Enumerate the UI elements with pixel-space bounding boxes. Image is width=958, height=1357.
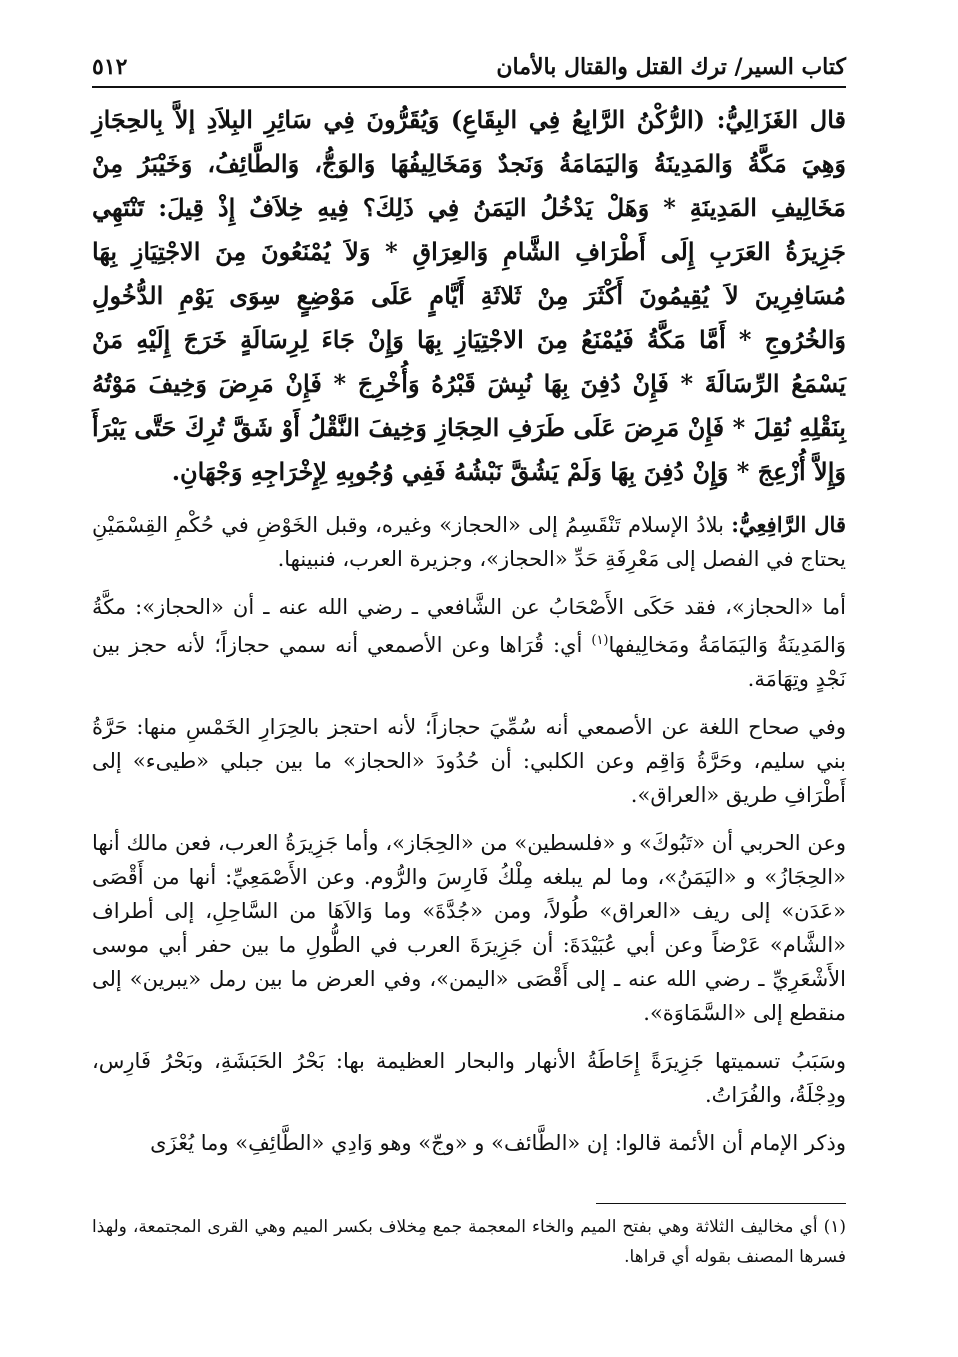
page-body [92, 98, 846, 1174]
commentary-paragraph-2 [92, 590, 846, 696]
paragraph-text-continued: أي: قُرَاها وعن الأصمعي أنه سمي حجازاً؛ لأنه حجز بين نَجْدٍ وتِهَامَة. [92, 633, 846, 691]
commentary-paragraph-6 [92, 1126, 846, 1160]
footnote-item [92, 1212, 846, 1272]
page-header [92, 40, 846, 88]
footnote-reference[interactable]: (١) [591, 633, 609, 648]
footnote-marker: (١) [823, 1217, 846, 1237]
commentary-paragraph-4 [92, 826, 846, 1030]
commentary-paragraph-1 [92, 508, 846, 576]
paragraph-lead: قال الرَّافِعِيُّ: [731, 512, 846, 537]
running-title: كتاب السير/ ترك القتل والقتال بالأمان [496, 54, 846, 80]
commentary-paragraph-3 [92, 710, 846, 812]
paragraph-text: وسَبَبُ تسميتها جَزِيرَةً إِحَاطَةُ الأنهار والبحار العظيمة بها: بَحْرُ الحَبَشَةِ، وبَحْرُ فَارِس، ودِجْلَةُ، والفُرَاتُ. [92, 1049, 846, 1107]
paragraph-text: أما «الحجاز»، فقد حَكَى الأَصْحَابُ عن الشَّافعي ـ رضي الله عنه ـ أن «الحجاز»: مكَّةُ وَالمَدِينَةُ وَاليَمَامَةُ ومَخالِيفها [92, 595, 846, 657]
footnote-text: أي مخاليف الثلاثة وهي بفتح الميم والخاء المعجمة جمع مِخلاف بكسر الميم وهي القرى المجتمعة، ولهذا فسرها المصنف بقوله أي قراها. [92, 1217, 846, 1267]
paragraph-text: وفي صحاح اللغة عن الأصمعي أنه سُمِّيَ حجازاً؛ لأنه احتجز بالحِرَارِ الخَمْسِ منها: حَرَّةُ بني سليم، وحَرَّةُ وَاقِم وعن الكلبي: أن حُدُودَ «الحجاز» ما بين جبلي «طيىء» إلى أَطْرَافِ طريق «العراق». [92, 715, 846, 807]
footnote-divider [596, 1203, 846, 1204]
matn-paragraph: قال الغَزَالِيُّ: (الرُّكْنُ الرَّابِعُ فِي البِقَاعِ) وَيُقَرُّونَ فِي سَائِرِ البِلاَدِ إلاَّ بِالحِجَازِ وَهِيَ مَكَّةُ وَالمَدِينَةُ وَاليَمَامَةُ وَنَجدٌ وَمَخَالِيفُهَا وَالوَجُّ، وَالطَّائِفُ، وَخَيْبَرُ مِنْ مَخَالِيفِ المَدِينَةِ * وَهَلْ يَدْخُلُ اليَمَنُ فِي ذَلِكَ؟ فِيهِ خِلاَفٌ إِذْ قِيلَ: تَنْتَهِي جَزِيرَةُ العَرَبِ إِلَى أَطْرَافِ الشَّامِ وَالعِرَاقِ * وَلاَ يُمْنَعُونَ مِنَ الاجْتِيَازِ بِهَا مُسَافِرِينَ لاَ يُقِيمُونَ أَكْثَرَ مِنْ ثَلاثَةِ أَيَّامٍ عَلَى مَوْضِعٍ سِوَى يَوْمِ الدُّخُولِ وَالخُرُوجِ * أَمَّا مَكَّةُ فَيُمْنَعُ مِنَ الاجْتِيَازِ بِهَا وَإِنْ جَاءَ لِرِسَالَةٍ خَرَجَ إِلَيْهِ مَنْ يَسْمَعُ الرِّسَالَةَ * فَإِنْ دُفِنَ بِهَا نُبِشَ قَبْرُهُ وَأُخْرِجَ * فَإِنْ مَرِضَ وَخِيفَ مَوْتُهُ بِنَقْلِهِ نُقِلَ * فَإِنْ مَرِضَ عَلَى طَرَفِ الحِجَازِ وَخِيفَ النَّقْلُ أَوْ شَقَّ تُرِكَ حَتَّى يَبْرَأَ وَإِلاَّ أُزْعِجَ * وَإِنْ دُفِنَ بِهَا وَلَمْ يَشُقَّ نَبْشُهُ فَفِي وُجُوبِهِ لِإِخْرَاجِهِ وَجْهَانِ. [92, 105, 846, 486]
commentary-paragraph-5 [92, 1044, 846, 1112]
footnotes [92, 1212, 846, 1272]
paragraph-text: وذكر الإمام أن الأئمة قالوا: إن «الطَّائف» و «وجّ» وهو وَادِي «الطَّائِفِ» وما يُعْزَى [150, 1131, 846, 1155]
page-number: ٥١٢ [92, 54, 128, 80]
paragraph-text: وعن الحربي أن «تَبُوكَ» و «فلسطين» من «الحِجَاز»، وأما جَزِيرَةُ العرب، فعن مالك أنها «الحِجَازُ» و «اليَمَنُ»، وما لم يبلغه مِلْكُ فَارِسَ والرُّوم. وعن الأَصْمَعِيِّ: أنها من أَقْصَى «عَدَن» إلى ريف «العراق» طُولاً، ومن «جُدَّةَ» وما وَالاَهَا من السَّاحِلِ، إلى أطراف «الشَّام» عَرْضاً وعن أبي عُبَيْدَةَ: أن جَزِيرَةَ العرب في الطُّولِ ما بين حفر أبي موسى الأَشْعَرِيِّ ـ رضي الله عنه ـ إلى أَقْصَى «اليمن»، وفي العرض ما بين رمل «يبرين» إلى منقطع إلى «السَّمَاوَة». [92, 831, 846, 1025]
paragraph-text: بلادُ الإسلام تَنْقَسِمُ إلى «الحجاز» وغيره، وقبل الخَوْضِ في حُكْمِ القِسْمَيْنِ يحتاج في الفصل إلى مَعْرِفَةِ حَدِّ «الحجاز»، وجزيرة العرب، فنبينها. [92, 513, 846, 571]
